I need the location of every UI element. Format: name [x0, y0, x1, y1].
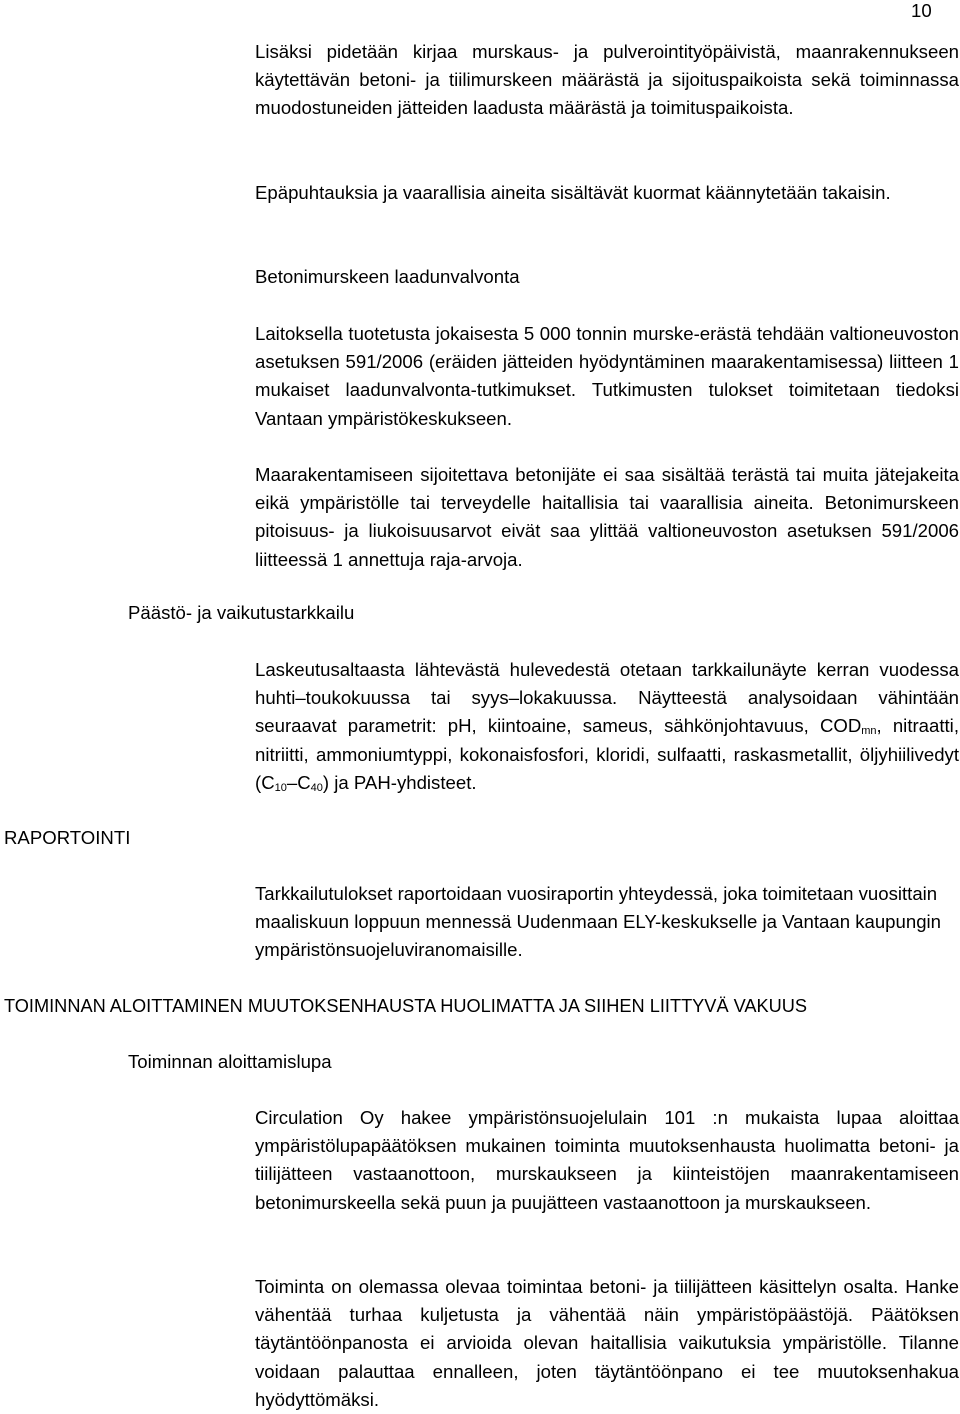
subscript-mn: mn	[861, 725, 877, 738]
en-dash: –	[508, 687, 520, 709]
subheading-emission-monitoring: Päästö- ja vaikutustarkkailu	[128, 602, 355, 623]
water-sampling-text-f: ) ja PAH-yhdisteet.	[322, 771, 477, 793]
water-sampling-text-b: toukokuussa tai syys	[305, 687, 509, 709]
paragraph-permit-application: Circulation Oy hakee ympäristönsuojelulain 101 :n mukaista lupaa aloittaa ympäristölupapäätöksen mukainen toiminta muutoksenhausta huolimatta betoni- ja tiilijätteen vastaanottoon, murskaukseen ja kiinteistöjen maanrakentamiseen betonimurskeella sekä puun ja puujätteen vastaanottoon ja murskaukseen.	[255, 1107, 959, 1213]
page-number: 10	[911, 0, 932, 21]
heading-reporting: RAPORTOINTI	[4, 827, 131, 848]
subheading-commencement-permit: Toiminnan aloittamislupa	[128, 1051, 332, 1072]
subscript-40: 40	[310, 781, 323, 794]
water-sampling-text-e: C	[297, 771, 311, 793]
paragraph-record-keeping: Lisäksi pidetään kirjaa murskaus- ja pulverointityöpäivistä, maanrakennukseen käytettävän betoni- ja tiilimurskeen määrästä ja sijoituspaikoista sekä toiminnassa muodostuneiden jätteiden laadusta määrästä ja toimituspaikoista.	[255, 41, 959, 119]
water-sampling-text-a: Laskeutusaltaasta lähtevästä hulevedestä otetaan tarkkailunäyte kerran vuodessa huhti	[255, 659, 959, 709]
paragraph-reporting: Tarkkailutulokset raportoidaan vuosiraportin yhteydessä, joka toimitetaan vuosittain maaliskuun loppuun mennessä Uudenmaan ELY-keskukselle ja Vantaan kaupungin ympäristönsuojeluviranomaisille.	[255, 883, 942, 961]
en-dash: –	[286, 771, 298, 793]
en-dash: –	[295, 687, 306, 709]
paragraph-quality-control: Laitoksella tuotetusta jokaisesta 5 000 tonnin murske-erästä tehdään valtioneuvoston asetuksen 591/2006 (eräiden jätteiden hyödyntäminen maarakentamisessa) liitteen 1 mukaiset laadunvalvonta-tutkimukset. Tutkimusten tulokset toimitetaan tiedoksi Vantaan ympäristökeskukseen.	[255, 323, 959, 429]
paragraph-concrete-waste-limits: Maarakentamiseen sijoitettava betonijäte ei saa sisältää terästä tai muita jätejakeita eikä ympäristölle tai terveydelle haitallisia tai vaarallisia aineita. Betonimurskeen pitoisuus- ja liukoisuusarvot eivät saa ylittää valtioneuvoston asetuksen 591/2006 liitteessä 1 annettuja raja-arvoja.	[255, 464, 959, 570]
subscript-10: 10	[274, 781, 287, 794]
paragraph-existing-activity: Toiminta on olemassa olevaa toimintaa betoni- ja tiilijätteen käsittelyn osalta. Hanke vähentää turhaa kuljetusta ja vähentää näin ympäristöpäästöjä. Päätöksen täytäntöönpanosta ei arvioida olevan haitallisia vaikutuksia ympäristölle. Tilanne voidaan palauttaa ennalleen, joten täytäntöönpano ei tee muutoksenhakua hyödyttömäksi.	[255, 1276, 959, 1410]
paragraph-rejected-loads: Epäpuhtauksia ja vaarallisia aineita sisältävät kuormat käännytetään takaisin.	[255, 182, 891, 203]
paragraph-water-sampling	[255, 656, 959, 797]
water-sampling-text-c: lokakuussa. Näytteestä analysoidaan vähintään seuraavat parametrit: pH, kiintoaine, sameus, sähkönjohtavuus, COD	[255, 687, 959, 737]
subheading-betonimurske-quality: Betonimurskeen laadunvalvonta	[255, 266, 520, 287]
heading-commencement: TOIMINNAN ALOITTAMINEN MUUTOKSENHAUSTA HUOLIMATTA JA SIIHEN LIITTYVÄ VAKUUS	[4, 996, 808, 1016]
water-sampling-text-d: , nitraatti, nitriitti, ammoniumtyppi, kokonaisfosfori, kloridi, sulfaatti, raskasmetallit, öljyhiilivedyt (C	[255, 715, 959, 793]
